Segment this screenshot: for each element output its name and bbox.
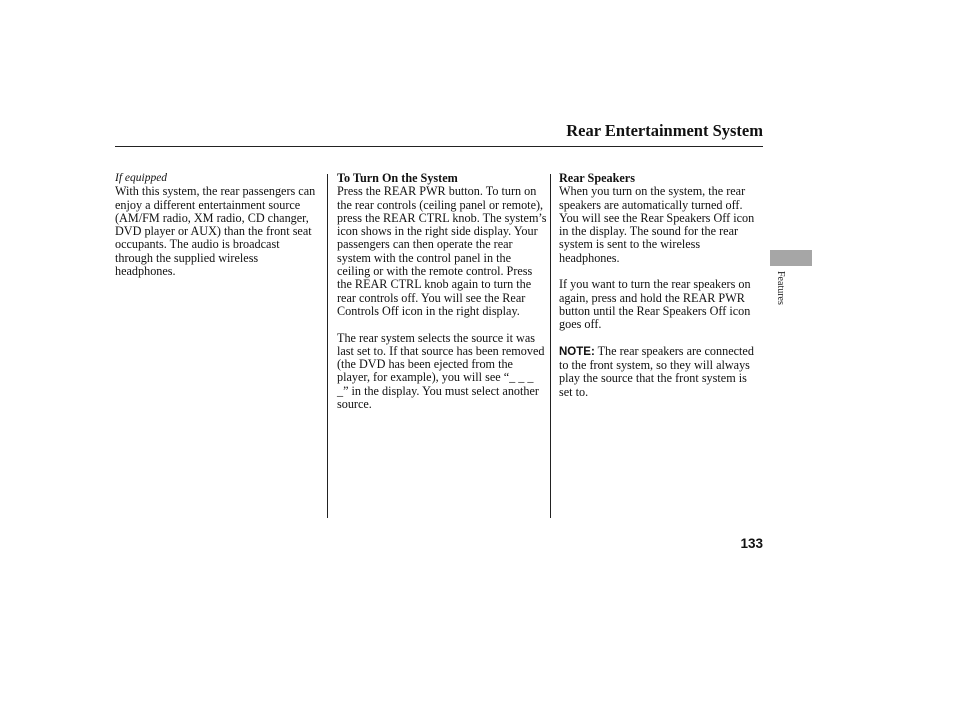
column-divider-right bbox=[550, 174, 551, 518]
section-label: Features bbox=[775, 271, 786, 305]
note-label: NOTE: bbox=[559, 345, 595, 358]
rear-speakers-heading: Rear Speakers bbox=[559, 171, 635, 185]
turn-on-heading: To Turn On the System bbox=[337, 171, 458, 185]
column-turn-on bbox=[337, 172, 547, 411]
rear-speakers-paragraph: When you turn on the system, the rear speakers are automatically turned off. You will see the Rear Speakers Off icon in the display. The sound for the rear system is sent to the wireless headphones. bbox=[559, 184, 755, 265]
page-number: 133 bbox=[740, 536, 763, 551]
title-divider bbox=[115, 146, 763, 147]
note-paragraph bbox=[559, 345, 763, 399]
section-tab bbox=[770, 250, 812, 266]
speakers-on-paragraph: If you want to turn the rear speakers on again, press and hold the REAR PWR button until the Rear Speakers Off icon goes off. bbox=[559, 277, 751, 332]
column-rear-speakers bbox=[559, 172, 763, 399]
column-divider-left bbox=[327, 174, 328, 518]
turn-on-paragraph: Press the REAR PWR button. To turn on the rear controls (ceiling panel or remote), press the REAR CTRL knob. The system’s icon shows in the right side display. Your passengers can then operate the rear system with the control panel in the ceiling or with the remote control. Press the REAR CTRL knob again to turn the rear controls off. You will see the Rear Controls Off icon in the right display. bbox=[337, 184, 547, 318]
note-text: The rear speakers are connected to the front system, so they will always play the source that the front system is set to. bbox=[559, 343, 754, 399]
availability-note: If equipped bbox=[115, 172, 168, 184]
page-title: Rear Entertainment System bbox=[566, 121, 763, 140]
column-intro bbox=[115, 172, 320, 278]
source-selection-paragraph: The rear system selects the source it was last set to. If that source has been removed (the DVD has been ejected from the player, for example), you will see “_ _ _ _” in the display. You must select another source. bbox=[337, 330, 545, 412]
intro-paragraph: With this system, the rear passengers can enjoy a different entertainment source (AM/FM radio, XM radio, CD changer, DVD player or AUX) than the front seat occupants. The audio is broadcast through the supplied wireless headphones. bbox=[115, 184, 316, 279]
